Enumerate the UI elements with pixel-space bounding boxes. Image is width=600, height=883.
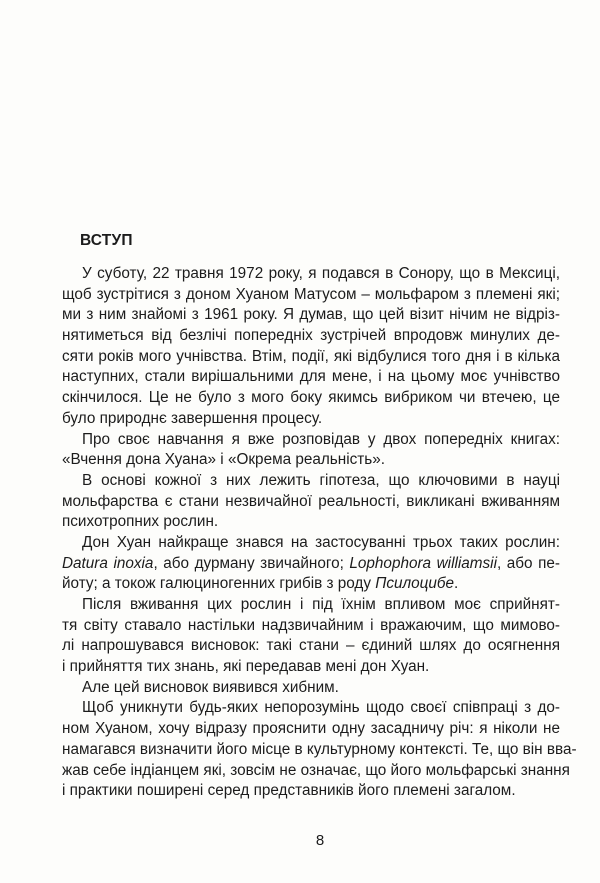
text-line (62, 636, 560, 657)
text-run: ном Хуаном, хочу відразу прояснити одну засадничу річ: я ніколи не (62, 720, 560, 738)
text-run: Щоб уникнути будь-яких непорозумінь щодо своєї співпраці з до- (82, 699, 560, 717)
text-line (62, 595, 560, 616)
text-line (62, 678, 560, 699)
text-run: . (454, 575, 459, 593)
text-line (62, 492, 560, 513)
text-line (62, 719, 560, 740)
text-line (62, 388, 560, 409)
text-line (62, 471, 560, 492)
italic-term: Datura inoxia (62, 554, 154, 572)
text-line (62, 554, 560, 575)
text-run: скінчилося. Це не було з мого боку якимсь вибриком чи втечею, це (62, 389, 560, 407)
text-line (62, 616, 560, 637)
text-run: жав себе індіанцем які, зовсім не означає, що його мольфарські знання (62, 761, 570, 779)
text-line (62, 781, 560, 802)
text-run: В основі кожної з них лежить гіпотеза, що ключовими в науці (82, 471, 560, 489)
text-line (62, 533, 560, 554)
body-text (62, 264, 577, 802)
text-run: щоб зустрітися з доном Хуаном Матусом – мольфаром з племені які; (62, 285, 560, 303)
text-line (62, 574, 560, 595)
text-line (62, 367, 560, 388)
text-run: ми з ним знайомі з 1961 року. Я думав, що цей візит нічим не відріз- (62, 306, 560, 324)
text-run: , або дурману звичайного; (153, 554, 350, 572)
text-run: намагався визначити його місце в культурному контексті. Те, що він вва- (62, 740, 577, 758)
page-number: 8 (315, 832, 325, 849)
italic-term: Псилоцибе (375, 575, 455, 593)
paragraph (62, 698, 577, 801)
paragraph (62, 678, 560, 699)
text-run: наступних, стали вирішальними для мене, і на цьому моє учнівство (62, 368, 560, 386)
text-line (62, 657, 560, 678)
italic-term: Lophophora williamsii (349, 554, 497, 572)
text-run: тя світу ставало настільки надзвичайним і вражаючим, що мимово- (62, 616, 560, 634)
section-heading: ВСТУП (80, 232, 133, 249)
text-line (62, 347, 560, 368)
text-line (62, 305, 560, 326)
text-line (62, 264, 560, 285)
text-run: У суботу, 22 травня 1972 року, я подався в Сонору, що в Мексиці, (82, 265, 560, 282)
text-line (62, 450, 560, 471)
text-line (62, 409, 560, 430)
text-run: Після вживання цих рослин і під їхнім впливом моє сприйнят- (82, 596, 560, 613)
text-run: було природнє завершення процесу. (62, 409, 323, 427)
text-line (62, 285, 560, 306)
text-run: йоту; а токож галюциногенних грибів з роду (62, 575, 376, 593)
text-run: Дон Хуан найкраще знався на застосуванні трьох таких рослин: (82, 533, 560, 551)
text-run: і практики поширені серед представників його племені загалом. (62, 782, 516, 800)
text-run: психотропних рослин. (62, 513, 219, 531)
text-run: «Вчення дона Хуана» і «Окрема реальність». (62, 451, 385, 469)
text-run: мольфарства є стани незвичайної реальності, викликані вживанням (62, 492, 560, 510)
paragraph (62, 430, 560, 471)
text-line (62, 430, 560, 451)
text-run: і прийняття тих знань, які передавав мені дон Хуан. (62, 658, 430, 676)
text-line (62, 512, 560, 533)
paragraph (62, 533, 560, 595)
text-run: нятиметься від безлічі попередніх зустрічей впродовж минулих де- (62, 327, 560, 345)
text-run: Але цей висновок виявився хибним. (82, 678, 339, 696)
text-line (62, 761, 570, 782)
paragraph (62, 595, 560, 678)
text-run: Про своє навчання я вже розповідав у двох попередніх книгах: (82, 430, 560, 448)
text-run: , або пе- (496, 554, 560, 572)
paragraph (62, 471, 560, 533)
text-run: сяти років мого учнівства. Втім, події, які відбулися того дня і в кілька (62, 347, 560, 365)
text-line (62, 326, 560, 347)
text-line (62, 740, 577, 761)
text-line (62, 698, 560, 719)
text-run: лі напрошувався висновок: такі стани – єдиний шлях до осягнення (62, 637, 560, 655)
paragraph (62, 264, 560, 430)
